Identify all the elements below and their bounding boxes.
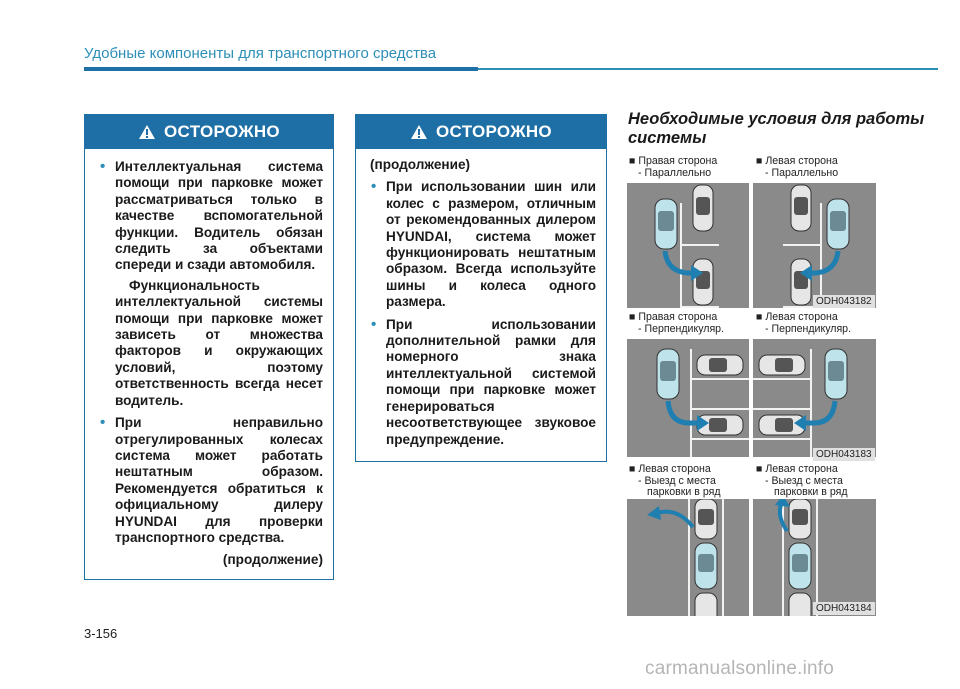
header-rule	[84, 67, 478, 71]
parked-car-icon	[695, 593, 717, 616]
figure-code: ODH043182	[813, 295, 875, 308]
warning-bullet: • При неправильно отрегулированных колесах система может работать нештатным образом. Рекомендуется обратиться к официальному дилеру HYUNDAI для проверки транспортного средства.	[99, 415, 323, 546]
parked-car-icon	[759, 355, 805, 375]
warning-box-left	[84, 114, 334, 580]
figure-code: ODH043184	[813, 602, 875, 615]
warning-bullet: • Интеллектуальная система помощи при парковке может рассматриваться только в качестве вспомогательной функции. Водитель обязан следить за объектами спереди и сзади автомобиля.	[99, 159, 323, 274]
warning-header	[356, 115, 606, 149]
condition-label: ■ Правая сторона - Параллельно	[629, 155, 718, 179]
warning-header	[85, 115, 333, 149]
parking-conditions-panel	[625, 153, 878, 616]
ego-car-icon	[657, 349, 679, 399]
warning-paragraph: Функциональность интеллектуальной системы помощи при парковке может зависеть от множества факторов и окружающих условий, поэтому ответственность всегда несет водитель.	[115, 277, 323, 408]
continued-label: (продолжение)	[222, 552, 323, 568]
parked-car-icon	[789, 499, 811, 539]
header-rule-thin	[478, 68, 938, 70]
ego-car-icon	[655, 199, 677, 249]
parked-car-icon	[697, 355, 743, 375]
ego-car-icon	[789, 543, 811, 589]
watermark: carmanualsonline.info	[645, 658, 835, 679]
parked-car-icon	[693, 259, 713, 305]
parallel-right-scene	[627, 183, 749, 308]
parked-car-icon	[789, 593, 811, 616]
conditions-title: Необходимые условия для работы системы	[628, 110, 925, 147]
figure-code: ODH043183	[813, 448, 875, 461]
condition-label: ■ Левая сторона - Перпендикуляр.	[756, 311, 852, 335]
warning-box-middle	[355, 114, 607, 462]
parked-car-icon	[695, 499, 717, 539]
perpendicular-left-scene	[753, 339, 876, 457]
condition-label: ■ Левая сторона - Выезд с места парковки в ряд	[756, 463, 848, 498]
perpendicular-right-scene	[627, 339, 749, 457]
exit-left-scene-a	[627, 499, 749, 616]
warning-triangle-icon	[410, 124, 428, 140]
parked-car-icon	[791, 259, 811, 305]
ego-car-icon	[827, 199, 849, 249]
parked-car-icon	[693, 185, 713, 231]
warning-heading: ОСТОРОЖНО	[164, 122, 280, 141]
ego-car-icon	[825, 349, 847, 399]
warning-triangle-icon	[138, 124, 156, 140]
parked-car-icon	[791, 185, 811, 231]
parallel-left-scene	[753, 183, 876, 308]
condition-label: ■ Левая сторона - Параллельно	[756, 155, 839, 179]
continued-label: (продолжение)	[370, 157, 471, 172]
ego-car-icon	[695, 543, 717, 589]
condition-label: ■ Левая сторона - Выезд с места парковки в ряд	[629, 463, 721, 498]
warning-bullet: • При использовании шин или колес с размером, отличным от рекомендованных дилером HYUNDAI, система может функционировать нештатным образом. Всегда используйте шины и колеса одного размера.	[370, 179, 596, 310]
warning-bullet: • При использовании дополнительной рамки для номерного знака интеллектуальной системой помощи при парковке может генерироваться несоответствующее звуковое предупреждение.	[370, 317, 596, 448]
exit-left-scene-b	[753, 499, 876, 616]
warning-heading: ОСТОРОЖНО	[436, 122, 552, 141]
page-number: 3-156	[84, 626, 118, 641]
section-header-title: Удобные компоненты для транспортного средства	[84, 45, 437, 62]
condition-label: ■ Правая сторона - Перпендикуляр.	[629, 311, 725, 335]
